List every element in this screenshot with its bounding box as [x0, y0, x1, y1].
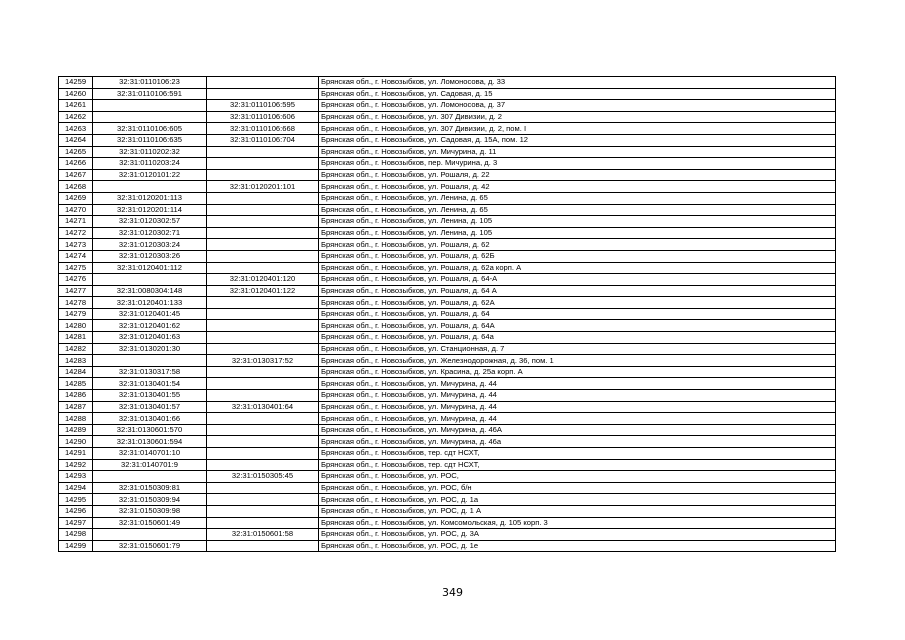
related-cadastral-number-cell — [207, 88, 319, 100]
address-cell: Брянская обл., г. Новозыбков, тер. сдт НСХТ, — [319, 448, 836, 460]
address-cell: Брянская обл., г. Новозыбков, ул. РОС, — [319, 471, 836, 483]
row-number-cell: 14293 — [59, 471, 93, 483]
related-cadastral-number-cell — [207, 505, 319, 517]
row-number-cell: 14284 — [59, 366, 93, 378]
table-row — [59, 146, 836, 158]
cadastral-number-cell: 32:31:0110202:32 — [93, 146, 207, 158]
row-number-cell: 14272 — [59, 227, 93, 239]
address-cell: Брянская обл., г. Новозыбков, ул. Садовая, д. 15 — [319, 88, 836, 100]
related-cadastral-number-cell — [207, 262, 319, 274]
table-row — [59, 111, 836, 123]
address-cell: Брянская обл., г. Новозыбков, ул. Рошаля, д. 62Б — [319, 250, 836, 262]
address-cell: Брянская обл., г. Новозыбков, ул. 307 Дивизии, д. 2, пом. I — [319, 123, 836, 135]
cadastral-number-cell — [93, 111, 207, 123]
cadastral-number-cell: 32:31:0120201:113 — [93, 192, 207, 204]
cadastral-number-cell: 32:31:0130401:66 — [93, 413, 207, 425]
table-row — [59, 482, 836, 494]
table-row — [59, 401, 836, 413]
related-cadastral-number-cell — [207, 424, 319, 436]
address-cell: Брянская обл., г. Новозыбков, ул. РОС, д. 3А — [319, 529, 836, 541]
related-cadastral-number-cell: 32:31:0110106:595 — [207, 100, 319, 112]
cadastral-number-cell: 32:31:0130201:30 — [93, 343, 207, 355]
address-cell: Брянская обл., г. Новозыбков, пер. Мичурина, д. 3 — [319, 158, 836, 170]
address-cell: Брянская обл., г. Новозыбков, ул. Ленина, д. 65 — [319, 204, 836, 216]
cadastral-number-cell: 32:31:0150601:79 — [93, 540, 207, 552]
table-row — [59, 459, 836, 471]
row-number-cell: 14289 — [59, 424, 93, 436]
table-row — [59, 262, 836, 274]
address-cell: Брянская обл., г. Новозыбков, ул. Рошаля, д. 64а — [319, 332, 836, 344]
row-number-cell: 14265 — [59, 146, 93, 158]
row-number-cell: 14266 — [59, 158, 93, 170]
table-row — [59, 285, 836, 297]
table-row — [59, 366, 836, 378]
address-cell: Брянская обл., г. Новозыбков, ул. Рошаля, д. 64 А — [319, 285, 836, 297]
property-register-table — [58, 76, 836, 552]
related-cadastral-number-cell — [207, 216, 319, 228]
related-cadastral-number-cell — [207, 390, 319, 402]
row-number-cell: 14290 — [59, 436, 93, 448]
table-row — [59, 378, 836, 390]
table-row — [59, 343, 836, 355]
address-cell: Брянская обл., г. Новозыбков, ул. Мичурина, д. 46А — [319, 424, 836, 436]
table-row — [59, 227, 836, 239]
cadastral-number-cell: 32:31:0110106:635 — [93, 134, 207, 146]
address-cell: Брянская обл., г. Новозыбков, ул. Комсомольская, д. 105 корп. 3 — [319, 517, 836, 529]
related-cadastral-number-cell — [207, 482, 319, 494]
address-cell: Брянская обл., г. Новозыбков, ул. Красина, д. 25а корп. А — [319, 366, 836, 378]
row-number-cell: 14298 — [59, 529, 93, 541]
row-number-cell: 14274 — [59, 250, 93, 262]
table-row — [59, 192, 836, 204]
table-row — [59, 413, 836, 425]
table-row — [59, 216, 836, 228]
row-number-cell: 14292 — [59, 459, 93, 471]
table-row — [59, 204, 836, 216]
cadastral-number-cell: 32:31:0150309:94 — [93, 494, 207, 506]
related-cadastral-number-cell — [207, 494, 319, 506]
related-cadastral-number-cell — [207, 77, 319, 89]
row-number-cell: 14291 — [59, 448, 93, 460]
row-number-cell: 14278 — [59, 297, 93, 309]
address-cell: Брянская обл., г. Новозыбков, ул. Мичурина, д. 44 — [319, 413, 836, 425]
related-cadastral-number-cell: 32:31:0120201:101 — [207, 181, 319, 193]
row-number-cell: 14264 — [59, 134, 93, 146]
related-cadastral-number-cell — [207, 239, 319, 251]
table-row — [59, 123, 836, 135]
address-cell: Брянская обл., г. Новозыбков, ул. Рошаля, д. 64-А — [319, 274, 836, 286]
table-row — [59, 250, 836, 262]
row-number-cell: 14285 — [59, 378, 93, 390]
row-number-cell: 14275 — [59, 262, 93, 274]
related-cadastral-number-cell — [207, 436, 319, 448]
row-number-cell: 14282 — [59, 343, 93, 355]
row-number-cell: 14277 — [59, 285, 93, 297]
cadastral-number-cell: 32:31:0120302:71 — [93, 227, 207, 239]
table-row — [59, 505, 836, 517]
table-row — [59, 332, 836, 344]
row-number-cell: 14271 — [59, 216, 93, 228]
cadastral-number-cell: 32:31:0120401:62 — [93, 320, 207, 332]
row-number-cell: 14297 — [59, 517, 93, 529]
address-cell: Брянская обл., г. Новозыбков, ул. 307 Дивизии, д. 2 — [319, 111, 836, 123]
cadastral-number-cell: 32:31:0150601:49 — [93, 517, 207, 529]
cadastral-number-cell: 32:31:0120201:114 — [93, 204, 207, 216]
address-cell: Брянская обл., г. Новозыбков, ул. Мичурина, д. 44 — [319, 390, 836, 402]
cadastral-number-cell: 32:31:0130401:54 — [93, 378, 207, 390]
cadastral-number-cell — [93, 100, 207, 112]
address-cell: Брянская обл., г. Новозыбков, ул. Садовая, д. 15А, пом. 12 — [319, 134, 836, 146]
related-cadastral-number-cell: 32:31:0130317:52 — [207, 355, 319, 367]
table-row — [59, 529, 836, 541]
related-cadastral-number-cell: 32:31:0150305:45 — [207, 471, 319, 483]
row-number-cell: 14267 — [59, 169, 93, 181]
related-cadastral-number-cell — [207, 366, 319, 378]
row-number-cell: 14276 — [59, 274, 93, 286]
address-cell: Брянская обл., г. Новозыбков, ул. РОС, б/н — [319, 482, 836, 494]
address-cell: Брянская обл., г. Новозыбков, ул. Рошаля, д. 64А — [319, 320, 836, 332]
cadastral-number-cell — [93, 181, 207, 193]
related-cadastral-number-cell — [207, 146, 319, 158]
address-cell: Брянская обл., г. Новозыбков, ул. Рошаля, д. 22 — [319, 169, 836, 181]
address-cell: Брянская обл., г. Новозыбков, ул. Мичурина, д. 46а — [319, 436, 836, 448]
related-cadastral-number-cell: 32:31:0110106:704 — [207, 134, 319, 146]
table-row — [59, 471, 836, 483]
related-cadastral-number-cell: 32:31:0110106:606 — [207, 111, 319, 123]
row-number-cell: 14279 — [59, 308, 93, 320]
related-cadastral-number-cell — [207, 308, 319, 320]
row-number-cell: 14296 — [59, 505, 93, 517]
address-cell: Брянская обл., г. Новозыбков, ул. РОС, д. 1 А — [319, 505, 836, 517]
row-number-cell: 14268 — [59, 181, 93, 193]
cadastral-number-cell — [93, 274, 207, 286]
row-number-cell: 14281 — [59, 332, 93, 344]
row-number-cell: 14295 — [59, 494, 93, 506]
cadastral-number-cell: 32:31:0110106:23 — [93, 77, 207, 89]
address-cell: Брянская обл., г. Новозыбков, ул. Рошаля, д. 62 — [319, 239, 836, 251]
table-row — [59, 436, 836, 448]
related-cadastral-number-cell — [207, 517, 319, 529]
table-row — [59, 158, 836, 170]
cadastral-number-cell: 32:31:0150309:98 — [93, 505, 207, 517]
cadastral-number-cell: 32:31:0130317:58 — [93, 366, 207, 378]
related-cadastral-number-cell — [207, 343, 319, 355]
table-row — [59, 308, 836, 320]
related-cadastral-number-cell — [207, 204, 319, 216]
address-cell: Брянская обл., г. Новозыбков, ул. Мичурина, д. 11 — [319, 146, 836, 158]
related-cadastral-number-cell — [207, 250, 319, 262]
address-cell: Брянская обл., г. Новозыбков, ул. Ленина, д. 65 — [319, 192, 836, 204]
row-number-cell: 14273 — [59, 239, 93, 251]
cadastral-number-cell: 32:31:0080304:148 — [93, 285, 207, 297]
cadastral-number-cell: 32:31:0120401:112 — [93, 262, 207, 274]
cadastral-number-cell: 32:31:0130601:570 — [93, 424, 207, 436]
address-cell: Брянская обл., г. Новозыбков, ул. РОС, д. 1а — [319, 494, 836, 506]
cadastral-number-cell: 32:31:0120303:26 — [93, 250, 207, 262]
related-cadastral-number-cell — [207, 332, 319, 344]
related-cadastral-number-cell — [207, 320, 319, 332]
cadastral-number-cell: 32:31:0110106:591 — [93, 88, 207, 100]
address-cell: Брянская обл., г. Новозыбков, ул. Мичурина, д. 44 — [319, 401, 836, 413]
address-cell: Брянская обл., г. Новозыбков, ул. Ломоносова, д. 33 — [319, 77, 836, 89]
address-cell: Брянская обл., г. Новозыбков, ул. Ленина, д. 105 — [319, 227, 836, 239]
table-row — [59, 517, 836, 529]
address-cell: Брянская обл., г. Новозыбков, ул. Ленина, д. 105 — [319, 216, 836, 228]
row-number-cell: 14294 — [59, 482, 93, 494]
cadastral-number-cell: 32:31:0110106:605 — [93, 123, 207, 135]
table-row — [59, 169, 836, 181]
address-cell: Брянская обл., г. Новозыбков, тер. сдт НСХТ, — [319, 459, 836, 471]
table-row — [59, 134, 836, 146]
row-number-cell: 14270 — [59, 204, 93, 216]
related-cadastral-number-cell — [207, 540, 319, 552]
address-cell: Брянская обл., г. Новозыбков, ул. Станционная, д. 7 — [319, 343, 836, 355]
table-row — [59, 297, 836, 309]
cadastral-number-cell: 32:31:0120401:63 — [93, 332, 207, 344]
address-cell: Брянская обл., г. Новозыбков, ул. РОС, д. 1е — [319, 540, 836, 552]
table-row — [59, 88, 836, 100]
table-row — [59, 320, 836, 332]
cadastral-number-cell: 32:31:0120303:24 — [93, 239, 207, 251]
table-row — [59, 274, 836, 286]
related-cadastral-number-cell: 32:31:0150601:58 — [207, 529, 319, 541]
cadastral-number-cell — [93, 355, 207, 367]
table-row — [59, 540, 836, 552]
related-cadastral-number-cell: 32:31:0110106:668 — [207, 123, 319, 135]
address-cell: Брянская обл., г. Новозыбков, ул. Мичурина, д. 44 — [319, 378, 836, 390]
cadastral-number-cell — [93, 471, 207, 483]
cadastral-number-cell: 32:31:0130401:55 — [93, 390, 207, 402]
related-cadastral-number-cell — [207, 192, 319, 204]
row-number-cell: 14263 — [59, 123, 93, 135]
related-cadastral-number-cell — [207, 169, 319, 181]
row-number-cell: 14286 — [59, 390, 93, 402]
related-cadastral-number-cell: 32:31:0120401:120 — [207, 274, 319, 286]
address-cell: Брянская обл., г. Новозыбков, ул. Рошаля, д. 62А — [319, 297, 836, 309]
cadastral-number-cell: 32:31:0140701:9 — [93, 459, 207, 471]
address-cell: Брянская обл., г. Новозыбков, ул. Рошаля, д. 42 — [319, 181, 836, 193]
row-number-cell: 14260 — [59, 88, 93, 100]
cadastral-number-cell: 32:31:0130401:57 — [93, 401, 207, 413]
table-row — [59, 181, 836, 193]
cadastral-number-cell: 32:31:0110203:24 — [93, 158, 207, 170]
row-number-cell: 14261 — [59, 100, 93, 112]
row-number-cell: 14288 — [59, 413, 93, 425]
address-cell: Брянская обл., г. Новозыбков, ул. Рошаля, д. 64 — [319, 308, 836, 320]
related-cadastral-number-cell — [207, 158, 319, 170]
row-number-cell: 14299 — [59, 540, 93, 552]
table-row — [59, 390, 836, 402]
related-cadastral-number-cell — [207, 227, 319, 239]
related-cadastral-number-cell: 32:31:0120401:122 — [207, 285, 319, 297]
row-number-cell: 14269 — [59, 192, 93, 204]
address-cell: Брянская обл., г. Новозыбков, ул. Ломоносова, д. 37 — [319, 100, 836, 112]
related-cadastral-number-cell — [207, 459, 319, 471]
cadastral-number-cell: 32:31:0140701:10 — [93, 448, 207, 460]
cadastral-number-cell: 32:31:0120401:45 — [93, 308, 207, 320]
table-row — [59, 239, 836, 251]
cadastral-number-cell: 32:31:0120302:57 — [93, 216, 207, 228]
table-row — [59, 77, 836, 89]
table-row — [59, 494, 836, 506]
address-cell: Брянская обл., г. Новозыбков, ул. Рошаля, д. 62а корп. А — [319, 262, 836, 274]
row-number-cell: 14259 — [59, 77, 93, 89]
address-cell: Брянская обл., г. Новозыбков, ул. Железнодорожная, д. 36, пом. 1 — [319, 355, 836, 367]
cadastral-number-cell: 32:31:0150309:81 — [93, 482, 207, 494]
table-row — [59, 424, 836, 436]
related-cadastral-number-cell — [207, 448, 319, 460]
cadastral-number-cell — [93, 529, 207, 541]
cadastral-number-cell: 32:31:0130601:594 — [93, 436, 207, 448]
related-cadastral-number-cell: 32:31:0130401:64 — [207, 401, 319, 413]
cadastral-number-cell: 32:31:0120101:22 — [93, 169, 207, 181]
related-cadastral-number-cell — [207, 413, 319, 425]
register-table-body — [59, 77, 836, 552]
row-number-cell: 14280 — [59, 320, 93, 332]
row-number-cell: 14283 — [59, 355, 93, 367]
cadastral-number-cell: 32:31:0120401:133 — [93, 297, 207, 309]
table-row — [59, 355, 836, 367]
table-row — [59, 100, 836, 112]
table-row — [59, 448, 836, 460]
page-number: 349 — [442, 586, 463, 599]
row-number-cell: 14287 — [59, 401, 93, 413]
related-cadastral-number-cell — [207, 297, 319, 309]
related-cadastral-number-cell — [207, 378, 319, 390]
row-number-cell: 14262 — [59, 111, 93, 123]
